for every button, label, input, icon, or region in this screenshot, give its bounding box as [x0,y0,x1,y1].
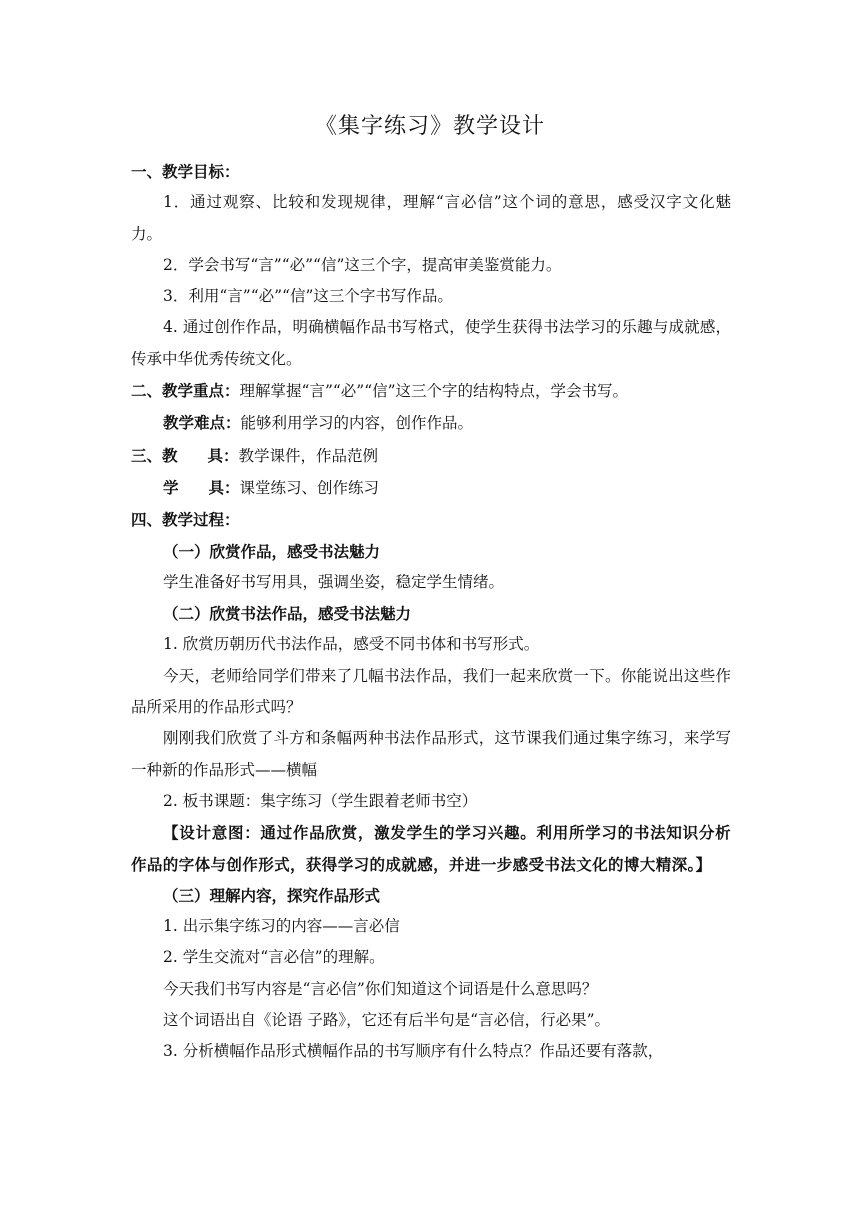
teaching-tools-line [131,440,731,472]
learning-label-char-1: 学 [163,477,179,497]
difficulty-text: 能够利用学习的内容，创作作品。 [240,414,474,433]
key-points-line [131,375,731,407]
difficulty-label: 教学难点： [163,413,241,433]
goal-item-3: 3．利用“言”“必”“信”这三个字书写作品。 [163,287,453,306]
paragraph-sub1: 学生准备好书写用具，强调坐姿，稳定学生情绪。 [163,572,505,591]
section-heading-key-points: 二、教学重点： [131,381,240,401]
goal-item-4: 4. 通过创作作品，明确横幅作品书写格式，使学生获得书法学习的乐趣与成就感，传承中华优秀传统文化。 [131,318,731,368]
subheading-2: （二）欣赏书法作品，感受书法魅力 [163,604,412,624]
key-points-text: 理解掌握“言”“必”“信”这三个字的结构特点，学会书写。 [239,382,629,401]
difficulty-line [131,407,731,439]
paragraph-g: 今天我们书写内容是“言必信”你们知道这个词语是什么意思吗？ [163,979,598,998]
document-body [131,156,731,1068]
design-intent: 【设计意图：通过作品欣赏，激发学生的学习兴趣。利用所学习的书法知识分析作品的字体与创作形式，获得学习的成就感，并进一步感受书法文化的博大精深。】 [131,823,731,874]
paragraph-i: 3. 分析横幅作品形式横幅作品的书写顺序有什么特点？作品还要有落款， [163,1042,664,1061]
paragraph-c: 刚刚我们欣赏了斗方和条幅两种书法作品形式，这节课我们通过集字练习，来学写一种新的作品形式——横幅 [131,729,731,779]
section-heading-process: 四、教学过程： [131,510,240,530]
learning-label-char-2: 具： [208,477,240,497]
paragraph-b: 今天，老师给同学们带来了几幅书法作品，我们一起来欣赏一下。你能说出这些作品所采用的作品形式吗？ [131,666,731,717]
document-title: 《集字练习》教学设计 [314,114,545,139]
learning-tools-line [131,472,731,504]
paragraph-d: 2. 板书课题：集字练习（学生跟着老师书空） [163,791,478,810]
section-prefix-tools: 三、 [131,445,163,465]
goal-item-2: 2．学会书写“言”“必”“信”这三个字，提高审美鉴赏能力。 [163,255,562,274]
teaching-tools-text: 教学课件，作品范例 [238,446,379,465]
paragraph-h: 这个词语出自《论语 子路》，它还有后半句是“言必信，行必果”。 [163,1011,611,1030]
goal-item-1: 1．通过观察、比较和发现规律，理解“言必信”这个词的意思，感受汉字文化魅力。 [131,193,731,243]
paragraph-e: 1. 出示集字练习的内容——言必信 [163,917,400,936]
paragraph-f: 2. 学生交流对“言必信”的理解。 [163,948,385,967]
tools-label-char-1: 教 [162,445,178,465]
tools-label-char-2: 具： [207,445,239,465]
paragraph-a: 1. 欣赏历朝历代书法作品，感受不同书体和书写形式。 [163,635,540,654]
learning-tools-text: 课堂练习、创作练习 [239,478,380,497]
subheading-3: （三）理解内容，探究作品形式 [163,885,381,905]
subheading-1: （一）欣赏作品，感受书法魅力 [163,541,381,561]
section-heading-goals: 一、教学目标： [131,162,240,181]
